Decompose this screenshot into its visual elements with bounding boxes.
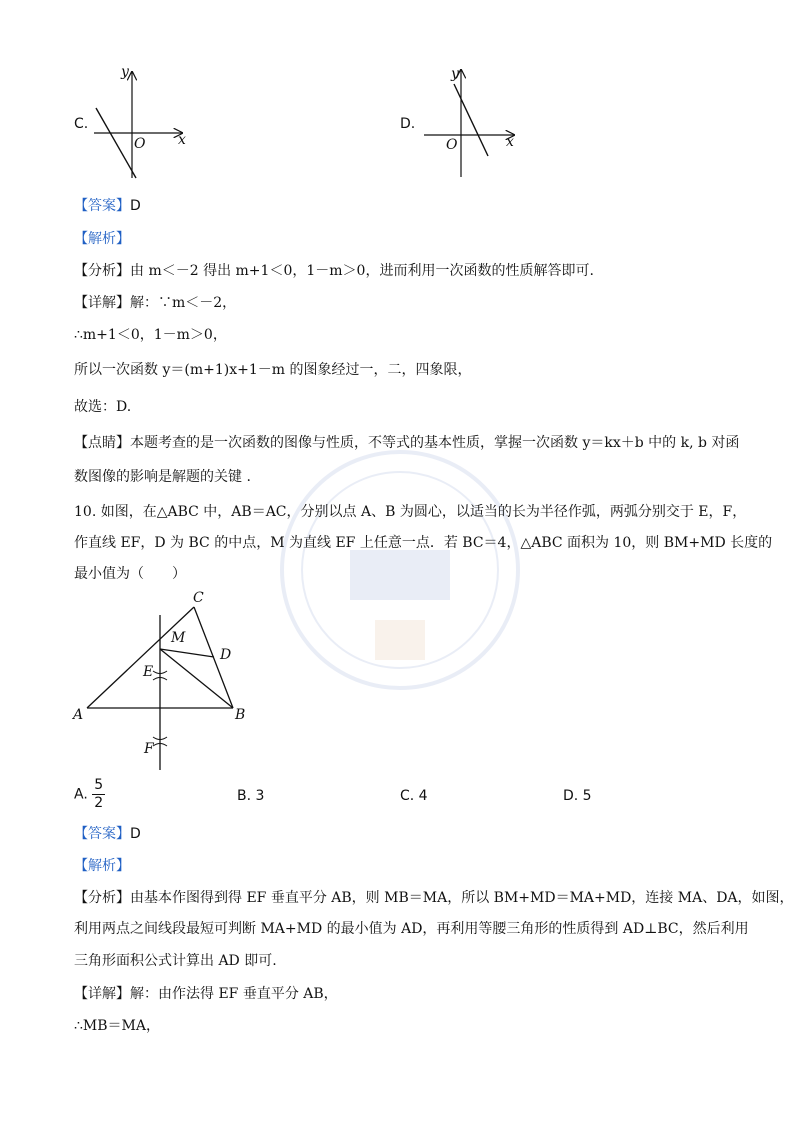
- q9-answer-tag: 【答案】: [74, 198, 130, 214]
- q9-dianjing-line: [74, 432, 739, 452]
- point-e-label: E: [143, 664, 154, 680]
- q9-dianjing-2: 数图像的影响是解题的关键 .: [74, 469, 251, 485]
- q9-fenxi-tag: 【分析】: [74, 263, 130, 279]
- q10-xiangjie-line: [74, 983, 338, 1003]
- graph-c-label: C.: [74, 116, 89, 132]
- option-a-denominator: 2: [94, 795, 104, 811]
- graph-c-origin: O: [134, 136, 146, 152]
- option-a-numerator: 5: [94, 777, 104, 793]
- q10-answer-tag: 【答案】: [74, 826, 130, 842]
- graph-d-x-label: x: [506, 134, 514, 150]
- q10-step2: ∴MB＝MA，: [74, 1018, 160, 1034]
- option-a-fraction: [92, 777, 105, 812]
- q9-answer: D: [130, 198, 141, 214]
- q9-dianjing-1: 本题考查的是一次函数的图像与性质，不等式的基本性质，掌握一次函数 y＝kx＋b 中的 k, b 对函: [130, 435, 740, 451]
- q10-fenxi-1: 由基本作图得到得 EF 垂直平分 AB，则 MB＝MA，所以 BM+MD＝MA+MD，连接 MA、DA，如图，: [130, 890, 794, 906]
- graph-d-label: D.: [400, 116, 416, 132]
- graph-d: [420, 64, 530, 179]
- q9-xiangjie-line: [74, 292, 236, 312]
- segment-ac: [87, 607, 194, 708]
- graph-c-y-label: y: [121, 64, 129, 80]
- graph-c: [88, 66, 198, 181]
- q9-step3: 所以一次函数 y＝(m+1)x+1－m 的图象经过一，二，四象限，: [74, 362, 472, 378]
- q9-xiangjie-tag: 【详解】: [74, 295, 130, 311]
- q10-option-a: [74, 777, 105, 812]
- graph-d-y-label: y: [451, 66, 459, 82]
- point-c-label: C: [193, 590, 204, 606]
- q9-step2: ∴m+1＜0，1－m＞0，: [74, 327, 227, 343]
- q10-option-b: B. 3: [237, 788, 265, 804]
- point-a-label: A: [73, 707, 84, 723]
- function-line: [454, 84, 488, 156]
- q10-analysis-heading: 【解析】: [74, 858, 130, 874]
- point-d-label: D: [220, 647, 232, 663]
- function-line: [96, 108, 136, 178]
- point-b-label: B: [235, 707, 246, 723]
- q10-option-c: C. 4: [400, 788, 428, 804]
- q10-fenxi-3: 三角形面积公式计算出 AD 即可.: [74, 953, 277, 969]
- point-f-label: F: [144, 741, 154, 757]
- q9-fenxi: 由 m＜－2 得出 m+1＜0，1－m＞0，进而利用一次函数的性质解答即可.: [130, 263, 594, 279]
- q9-answer-line: [74, 195, 141, 215]
- q10-stem-1: 10. 如图，在△ABC 中，AB＝AC，分别以点 A、B 为圆心，以适当的长为半径作弧，两弧分别交于 E，F，: [74, 504, 747, 520]
- q9-fenxi-line: [74, 260, 594, 280]
- graph-d-origin: O: [446, 137, 458, 153]
- q10-fenxi-line: [74, 887, 794, 907]
- q10-answer: D: [130, 826, 141, 842]
- q9-dianjing-tag: 【点睛】: [74, 435, 130, 451]
- q10-option-d: D. 5: [563, 788, 592, 804]
- q10-stem-3: 最小值为（ ）: [74, 566, 186, 582]
- option-a-label: A.: [74, 786, 88, 803]
- graph-c-x-label: x: [178, 132, 186, 148]
- q10-stem-2: 作直线 EF，D 为 BC 的中点，M 为直线 EF 上任意一点．若 BC＝4，△ABC 面积为 10，则 BM+MD 长度的: [74, 535, 773, 551]
- q10-fenxi-tag: 【分析】: [74, 890, 130, 906]
- q10-fenxi-2: 利用两点之间线段最短可判断 MA+MD 的最小值为 AD，再利用等腰三角形的性质得到 AD⊥BC，然后利用: [74, 921, 749, 937]
- q9-step4: 故选：D.: [74, 399, 132, 415]
- q10-xiangjie: 解：由作法得 EF 垂直平分 AB，: [130, 986, 338, 1002]
- watermark-logo: [270, 440, 530, 700]
- q9-analysis-heading: 【解析】: [74, 231, 130, 247]
- q9-xiangjie: 解：∵m＜－2，: [130, 295, 237, 311]
- q10-xiangjie-tag: 【详解】: [74, 986, 130, 1002]
- q10-triangle-figure: [70, 585, 270, 775]
- q10-answer-line: [74, 823, 141, 843]
- point-m-label: M: [171, 630, 186, 646]
